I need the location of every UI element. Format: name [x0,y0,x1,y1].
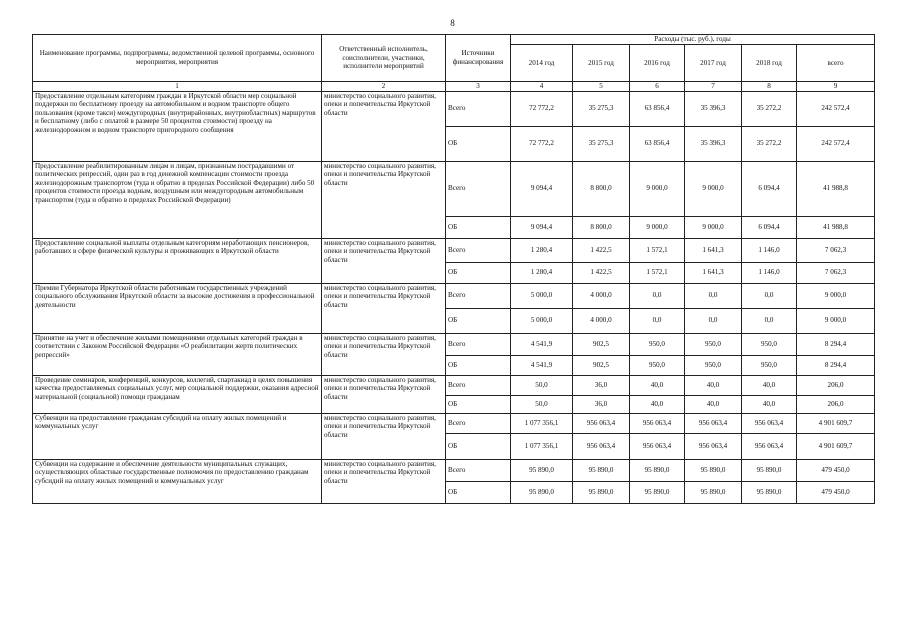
header-year: 2015 год [573,44,630,81]
year-value: 95 890,0 [742,459,797,481]
year-value: 9 000,0 [630,161,685,216]
column-number: 5 [573,82,630,92]
total-value: 7 062,3 [797,238,875,262]
year-value: 95 890,0 [685,459,742,481]
year-value: 95 890,0 [573,459,630,481]
year-value: 95 890,0 [742,481,797,503]
year-value: 1 422,5 [573,262,630,283]
total-value: 242 572,4 [797,126,875,161]
column-number: 7 [685,82,742,92]
year-value: 40,0 [630,375,685,395]
header-year: 2014 год [511,44,573,81]
table-row [33,91,875,126]
year-value: 5 000,0 [511,308,573,333]
year-value: 0,0 [685,283,742,308]
year-value: 956 063,4 [685,433,742,459]
year-value: 40,0 [685,395,742,413]
year-value: 95 890,0 [511,481,573,503]
year-value: 1 146,0 [742,262,797,283]
column-number: 6 [630,82,685,92]
year-value: 0,0 [630,283,685,308]
total-value: 9 000,0 [797,283,875,308]
year-value: 35 396,3 [685,91,742,126]
year-value: 0,0 [685,308,742,333]
funding-source: Всего [446,283,511,308]
year-value: 956 063,4 [630,413,685,433]
year-value: 956 063,4 [573,433,630,459]
year-value: 1 572,1 [630,262,685,283]
year-value: 9 094,4 [511,216,573,238]
total-value: 41 988,8 [797,161,875,216]
year-value: 1 422,5 [573,238,630,262]
year-value: 4 541,9 [511,333,573,355]
year-value: 950,0 [630,355,685,375]
year-value: 4 000,0 [573,308,630,333]
year-value: 40,0 [742,375,797,395]
year-value: 950,0 [630,333,685,355]
funding-source: Всего [446,333,511,355]
year-value: 95 890,0 [573,481,630,503]
funding-source: ОБ [446,395,511,413]
year-value: 956 063,4 [630,433,685,459]
year-value: 4 541,9 [511,355,573,375]
header-sources: Источники финансирования [446,35,511,82]
total-value: 479 450,0 [797,459,875,481]
total-value: 242 572,4 [797,91,875,126]
year-value: 0,0 [742,308,797,333]
year-value: 956 063,4 [685,413,742,433]
column-number: 9 [797,82,875,92]
total-value: 41 988,8 [797,216,875,238]
total-value: 7 062,3 [797,262,875,283]
year-value: 9 094,4 [511,161,573,216]
funding-source: ОБ [446,262,511,283]
year-value: 63 856,4 [630,126,685,161]
program-name: Субвенции на содержание и обеспечение деятельности муниципальных служащих, осуществляющих областные государственные полномочия по предоставлению гражданам субсидий на оплату жилых помещений и коммунальных услуг [33,459,322,503]
year-value: 0,0 [742,283,797,308]
program-name: Субвенции на предоставление гражданам субсидий на оплату жилых помещений и коммунальных услуг [33,413,322,459]
year-value: 95 890,0 [630,481,685,503]
table-row [33,161,875,216]
year-value: 40,0 [742,395,797,413]
table-row [33,459,875,481]
total-value: 4 901 609,7 [797,433,875,459]
program-name: Премии Губернатора Иркутской области работникам государственных учреждений социального обслуживания Иркутской области за высокие достижения в профессиональной деятельности [33,283,322,333]
funding-source: ОБ [446,433,511,459]
program-name: Предоставление реабилитированным лицам и лицам, признанным пострадавшими от политических репрессий, один раз в год денежной компенсации стоимости проезда железнодорожным транспортом (туда и обратно в пределах Российской Федерации) либо 50 процентов стоимости проезда водным, воздушным или междугородным автомобильным транспортом (туда и обратно в пределах Российской Федерации) [33,161,322,238]
column-number: 8 [742,82,797,92]
executor: министерство социального развития, опеки и попечительства Иркутской области [322,413,446,459]
year-value: 1 641,3 [685,238,742,262]
program-name: Принятие на учет и обеспечение жилыми помещениями отдельных категорий граждан в соответствии с Законом Российской Федерации «О реабилитации жертв политических репрессий» [33,333,322,375]
table-row [33,238,875,262]
funding-source: Всего [446,413,511,433]
year-value: 1 077 356,1 [511,413,573,433]
year-value: 6 094,4 [742,216,797,238]
year-value: 4 000,0 [573,283,630,308]
header-name: Наименование программы, подпрограммы, ведомственной целевой программы, основного мероприятия, мероприятия [33,35,322,82]
total-value: 479 450,0 [797,481,875,503]
funding-source: ОБ [446,308,511,333]
funding-source: Всего [446,91,511,126]
year-value: 63 856,4 [630,91,685,126]
program-name: Предоставление отдельным категориям граждан в Иркутской области мер социальной поддержки по бесплатному проезду на автомобильном и водном транспорте общего пользования (кроме такси) междугородных (внутрирайонных, внутриобластных) маршрутов и бесплатному (либо с оплатой в размере 50 процентов стоимости) проезду на железнодорожном и водном транспорте пригородного сообщения [33,91,322,161]
table-body [33,91,875,503]
executor: министерство социального развития, опеки и попечительства Иркутской области [322,375,446,413]
year-value: 35 275,3 [573,91,630,126]
header-year: 2018 год [742,44,797,81]
year-value: 0,0 [630,308,685,333]
year-value: 95 890,0 [511,459,573,481]
year-value: 9 000,0 [685,216,742,238]
year-value: 40,0 [630,395,685,413]
year-value: 8 800,0 [573,161,630,216]
funding-source: ОБ [446,355,511,375]
year-value: 50,0 [511,375,573,395]
program-name: Проведение семинаров, конференций, конкурсов, коллегий, спартакиад в целях повышения качества предоставляемых социальных услуг, мер социальной поддержки, оказания адресной материальной (социальной) помощи гражданам [33,375,322,413]
year-value: 1 146,0 [742,238,797,262]
year-value: 950,0 [685,333,742,355]
year-value: 950,0 [685,355,742,375]
year-value: 1 077 356,1 [511,433,573,459]
funding-source: ОБ [446,126,511,161]
table-row [33,375,875,395]
executor: министерство социального развития, опеки и попечительства Иркутской области [322,283,446,333]
column-number: 2 [322,82,446,92]
funding-source: Всего [446,161,511,216]
total-value: 9 000,0 [797,308,875,333]
year-value: 40,0 [685,375,742,395]
header-year: 2017 год [685,44,742,81]
year-value: 902,5 [573,355,630,375]
column-numbers-row [33,82,875,92]
year-value: 1 280,4 [511,262,573,283]
column-number: 3 [446,82,511,92]
year-value: 8 800,0 [573,216,630,238]
year-value: 956 063,4 [573,413,630,433]
year-value: 956 063,4 [742,433,797,459]
executor: министерство социального развития, опеки и попечительства Иркутской области [322,161,446,238]
year-value: 35 275,3 [573,126,630,161]
funding-source: Всего [446,238,511,262]
table-row [33,283,875,308]
header-expenses: Расходы (тыс. руб.), годы [511,35,875,45]
program-name: Предоставление социальной выплаты отдельным категориям неработающих пенсионеров, работавших в сфере физической культуры и проживающих в Иркутской области [33,238,322,283]
executor: министерство социального развития, опеки и попечительства Иркутской области [322,91,446,161]
page-number: 8 [450,18,455,28]
total-value: 206,0 [797,395,875,413]
column-number: 4 [511,82,573,92]
year-value: 50,0 [511,395,573,413]
year-value: 950,0 [742,355,797,375]
executor: министерство социального развития, опеки и попечительства Иркутской области [322,333,446,375]
total-value: 206,0 [797,375,875,395]
total-value: 8 294,4 [797,333,875,355]
year-value: 6 094,4 [742,161,797,216]
total-value: 8 294,4 [797,355,875,375]
table-row [33,413,875,433]
funding-source: ОБ [446,481,511,503]
expenses-table [32,34,875,504]
header-total: всего [797,44,875,81]
year-value: 1 572,1 [630,238,685,262]
funding-source: Всего [446,459,511,481]
year-value: 1 280,4 [511,238,573,262]
funding-source: Всего [446,375,511,395]
year-value: 5 000,0 [511,283,573,308]
year-value: 35 396,3 [685,126,742,161]
year-value: 72 772,2 [511,126,573,161]
year-value: 950,0 [742,333,797,355]
year-value: 95 890,0 [630,459,685,481]
year-value: 9 000,0 [630,216,685,238]
year-value: 72 772,2 [511,91,573,126]
executor: министерство социального развития, опеки и попечительства Иркутской области [322,238,446,283]
executor: министерство социального развития, опеки и попечительства Иркутской области [322,459,446,503]
table-row [33,333,875,355]
year-value: 956 063,4 [742,413,797,433]
year-value: 36,0 [573,395,630,413]
column-number: 1 [33,82,322,92]
year-value: 902,5 [573,333,630,355]
year-value: 36,0 [573,375,630,395]
year-value: 9 000,0 [685,161,742,216]
year-value: 95 890,0 [685,481,742,503]
year-value: 35 272,2 [742,91,797,126]
year-value: 35 272,2 [742,126,797,161]
total-value: 4 901 609,7 [797,413,875,433]
year-value: 1 641,3 [685,262,742,283]
funding-source: ОБ [446,216,511,238]
header-executor: Ответственный исполнитель, соисполнители, участники, исполнители мероприятий [322,35,446,82]
header-year: 2016 год [630,44,685,81]
